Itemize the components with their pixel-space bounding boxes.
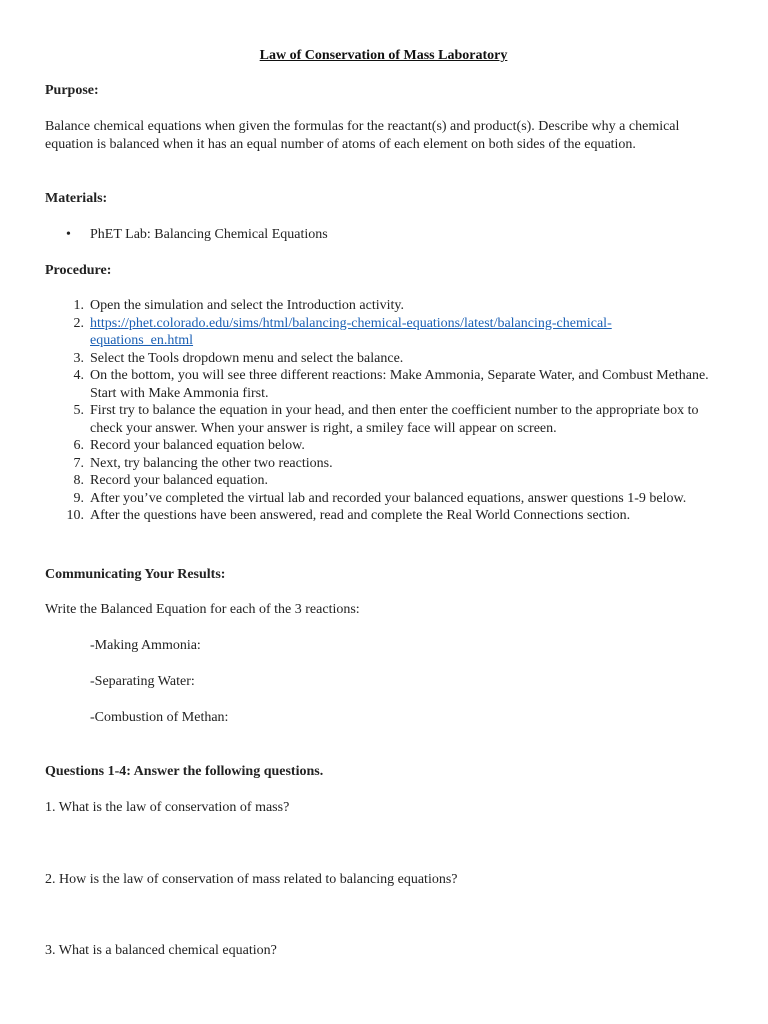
step-number: 3. xyxy=(73,350,84,366)
step-text: Record your balanced equation below. xyxy=(90,438,305,453)
question-item: 3. What is a balanced chemical equation? xyxy=(45,943,277,958)
step-text: After the questions have been answered, read and complete the Real World Connections section. xyxy=(90,508,631,523)
procedure-step xyxy=(45,507,710,525)
questions-heading: Questions 1-4: Answer the following questions. xyxy=(45,764,324,779)
step-text: Open the simulation and select the Introduction activity. xyxy=(90,298,405,313)
step-text: Next, try balancing the other two reactions. xyxy=(90,455,333,471)
step-text: Record your balanced equation. xyxy=(90,473,269,488)
results-heading: Communicating Your Results: xyxy=(45,567,226,582)
procedure-step xyxy=(45,402,710,437)
reaction-methane: -Combustion of Methan: xyxy=(90,710,229,725)
materials-heading: Materials: xyxy=(45,191,108,206)
document-page xyxy=(45,0,710,1024)
step-number: 10. xyxy=(66,508,84,523)
step-number: 5. xyxy=(73,403,84,418)
materials-list xyxy=(45,226,328,244)
procedure-step xyxy=(45,315,710,350)
step-number: 9. xyxy=(73,490,84,506)
procedure-step xyxy=(45,437,710,455)
materials-item: • PhET Lab: Balancing Chemical Equations xyxy=(45,226,328,244)
question-item: 2. How is the law of conservation of mass related to balancing equations? xyxy=(45,872,458,887)
procedure-step xyxy=(45,455,710,473)
reaction-ammonia: -Making Ammonia: xyxy=(90,638,201,653)
procedure-step xyxy=(45,490,710,508)
procedure-steps xyxy=(45,297,710,525)
procedure-step xyxy=(45,350,710,368)
results-intro: Write the Balanced Equation for each of the 3 reactions: xyxy=(45,602,360,617)
procedure-heading: Procedure: xyxy=(45,263,112,278)
procedure-step xyxy=(45,297,710,315)
question-item: 1. What is the law of conservation of mass? xyxy=(45,800,290,815)
step-text: First try to balance the equation in your head, and then enter the coefficient number to the appropriate box to check your answer. When your answer is right, a smiley face will appear on screen. xyxy=(90,403,699,436)
step-number: 7. xyxy=(73,455,84,471)
step-text: After you’ve completed the virtual lab and recorded your balanced equations, answer questions 1-9 below. xyxy=(90,490,687,506)
purpose-heading: Purpose: xyxy=(45,83,99,98)
procedure-step xyxy=(45,367,710,402)
phet-simulation-link[interactable]: https://phet.colorado.edu/sims/html/balancing-chemical-equations/latest/balancing-chemical-equations_en.html xyxy=(90,315,612,348)
step-number: 4. xyxy=(73,368,84,383)
step-text: On the bottom, you will see three different reactions: Make Ammonia, Separate Water, and Combust Methane. Start with Make Ammonia first. xyxy=(90,368,709,401)
reaction-water: -Separating Water: xyxy=(90,674,195,689)
step-number: 2. xyxy=(73,315,84,331)
document-title: Law of Conservation of Mass Laboratory xyxy=(259,48,508,63)
step-number: 1. xyxy=(73,298,84,313)
purpose-text: Balance chemical equations when given the formulas for the reactant(s) and product(s). Describe why a chemical equation is balanced when it has an equal number of atoms of each element on both sides of the equation. xyxy=(45,119,680,152)
step-text: Select the Tools dropdown menu and select the balance. xyxy=(90,350,404,366)
step-number: 6. xyxy=(73,438,84,453)
procedure-step xyxy=(45,472,710,490)
step-number: 8. xyxy=(73,473,84,488)
